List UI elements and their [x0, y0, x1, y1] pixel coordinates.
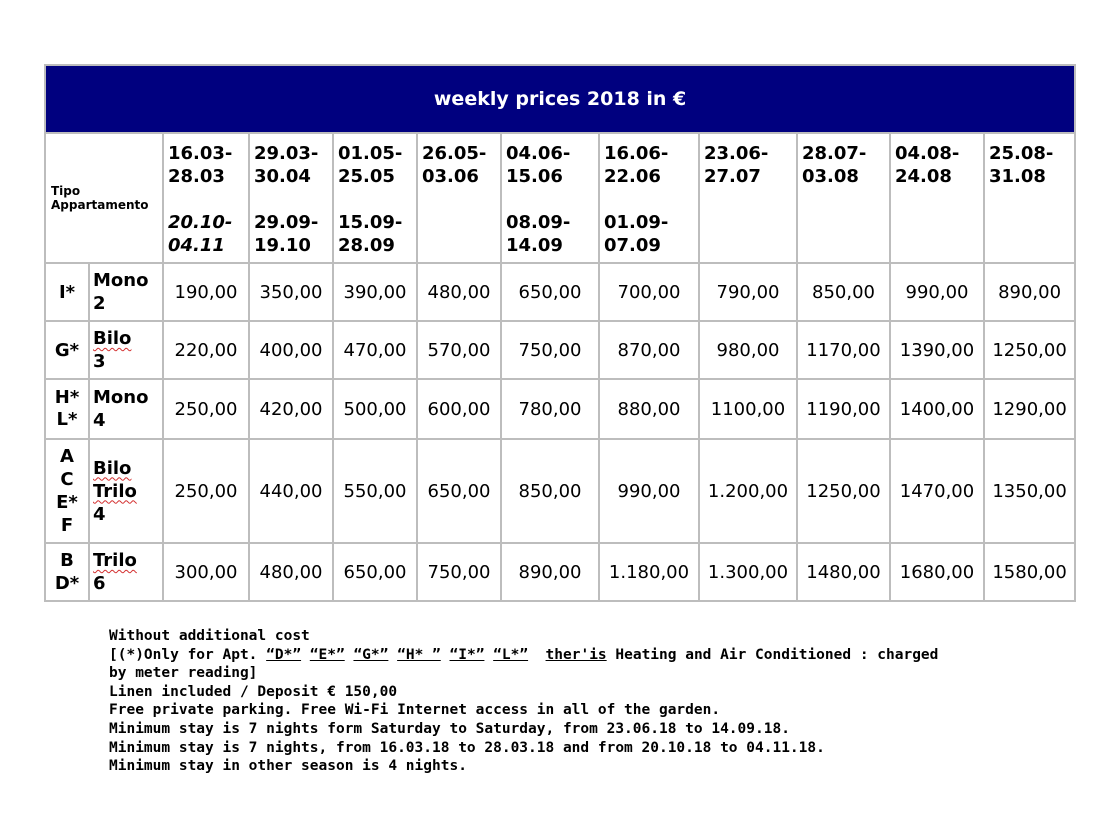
price-cell: 980,00 [699, 321, 797, 379]
persons: 4 [93, 503, 106, 525]
price-cell: 1.300,00 [699, 543, 797, 601]
table-row [45, 439, 1075, 543]
note-line: by meter reading] [109, 665, 258, 682]
price-cell: 1100,00 [699, 379, 797, 439]
persons: 3 [93, 351, 106, 372]
period-header-row [45, 133, 1075, 263]
price-cell: 1480,00 [797, 543, 890, 601]
period-alt: 20.10- 04.11 [168, 212, 233, 256]
period-alt: 08.09- 14.09 [506, 212, 571, 256]
price-cell: 880,00 [599, 379, 699, 439]
price-cell: 790,00 [699, 263, 797, 321]
price-cell: 1580,00 [984, 543, 1075, 601]
period-main: 29.03- 30.04 [254, 143, 319, 187]
period-main: 04.06- 15.06 [506, 143, 571, 187]
type-word: Mono [93, 270, 149, 291]
price-cell: 780,00 [501, 379, 599, 439]
price-cell: 1250,00 [797, 439, 890, 543]
note-line: Without additional cost [109, 628, 310, 644]
price-cell: 650,00 [501, 263, 599, 321]
period-alt: 29.09- 19.10 [254, 212, 319, 256]
price-cell: 1170,00 [797, 321, 890, 379]
apartment-type [89, 379, 163, 439]
note-line: Minimum stay in other season is 4 nights. [109, 758, 467, 775]
price-cell: 1290,00 [984, 379, 1075, 439]
period-main: 04.08- 24.08 [895, 143, 960, 187]
price-cell: 650,00 [333, 543, 417, 601]
price-cell: 250,00 [163, 379, 249, 439]
price-cell: 850,00 [797, 263, 890, 321]
price-cell: 1250,00 [984, 321, 1075, 379]
price-cell: 480,00 [417, 263, 501, 321]
price-cell: 890,00 [984, 263, 1075, 321]
note-line: Linen included / Deposit € 150,00 [109, 683, 398, 700]
apartment-codes [45, 379, 89, 439]
price-cell: 650,00 [417, 439, 501, 543]
price-cell: 350,00 [249, 263, 333, 321]
apartment-codes [45, 543, 89, 601]
apt-h-ref: “H* ” [397, 646, 441, 663]
note-text: Heating and Air Conditioned : charged [606, 646, 939, 663]
period-alt: 01.09- 07.09 [604, 212, 669, 256]
period-header [501, 133, 599, 263]
period-main: 26.05- 03.06 [422, 143, 487, 187]
period-header [249, 133, 333, 263]
price-cell: 850,00 [501, 439, 599, 543]
note-line: Minimum stay is 7 nights, from 16.03.18 to 28.03.18 and from 20.10.18 to 04.11.18. [109, 739, 825, 756]
price-cell: 470,00 [333, 321, 417, 379]
price-cell: 390,00 [333, 263, 417, 321]
apartment-codes-text: B D* [54, 550, 80, 594]
note-line: Free private parking. Free Wi-Fi Internet access in all of the garden. [109, 702, 721, 719]
tipo-appartamento-header: Tipo Appartamento [45, 133, 163, 263]
price-cell: 1470,00 [890, 439, 984, 543]
price-cell: 300,00 [163, 543, 249, 601]
price-cell: 480,00 [249, 543, 333, 601]
price-cell: 1390,00 [890, 321, 984, 379]
type-word: Bilo [93, 457, 132, 479]
type-word: Trilo [93, 550, 137, 571]
period-main: 16.03- 28.03 [168, 143, 233, 187]
note-line-apartments [109, 646, 949, 665]
apt-l-ref: “L*” [493, 646, 529, 663]
note-theris: ther'is [545, 646, 607, 663]
price-table [44, 64, 1076, 602]
period-main: 01.05- 25.05 [338, 143, 403, 187]
table-row [45, 263, 1075, 321]
apartment-codes [45, 439, 89, 543]
period-header [984, 133, 1075, 263]
price-cell: 870,00 [599, 321, 699, 379]
apartment-type [89, 321, 163, 379]
apt-e-ref: “E*” [309, 646, 345, 663]
table-row [45, 543, 1075, 601]
price-cell: 420,00 [249, 379, 333, 439]
table-row [45, 379, 1075, 439]
apartment-codes: I* [45, 263, 89, 321]
price-cell: 600,00 [417, 379, 501, 439]
price-cell: 500,00 [333, 379, 417, 439]
price-cell: 1190,00 [797, 379, 890, 439]
price-cell: 1350,00 [984, 439, 1075, 543]
price-cell: 190,00 [163, 263, 249, 321]
price-cell: 1.180,00 [599, 543, 699, 601]
price-cell: 990,00 [890, 263, 984, 321]
period-header [890, 133, 984, 263]
price-cell: 400,00 [249, 321, 333, 379]
table-title: weekly prices 2018 in € [45, 65, 1075, 133]
period-alt: 15.09- 28.09 [338, 212, 403, 256]
type-word: Bilo [93, 328, 132, 349]
price-cell: 220,00 [163, 321, 249, 379]
persons: 2 [93, 293, 106, 314]
price-cell: 570,00 [417, 321, 501, 379]
price-cell: 750,00 [417, 543, 501, 601]
period-main: 25.08- 31.08 [989, 143, 1054, 187]
period-header [797, 133, 890, 263]
persons: 4 [93, 410, 106, 431]
type-word-2: Trilo [93, 480, 137, 502]
apartment-codes-text: A C E* F [56, 446, 78, 536]
price-cell: 890,00 [501, 543, 599, 601]
price-cell: 1.200,00 [699, 439, 797, 543]
period-main: 23.06- 27.07 [704, 143, 769, 187]
price-cell: 440,00 [249, 439, 333, 543]
note-text: [(*)Only for Apt. [109, 646, 267, 663]
period-main: 16.06- 22.06 [604, 143, 669, 187]
apt-i-ref: “I*” [449, 646, 485, 663]
table-row [45, 321, 1075, 379]
apt-g-ref: “G*” [353, 646, 389, 663]
period-header [417, 133, 501, 263]
price-cell: 250,00 [163, 439, 249, 543]
apartment-type [89, 543, 163, 601]
apt-d-ref: “D*” [266, 646, 302, 663]
period-main: 28.07- 03.08 [802, 143, 867, 187]
apartment-type [89, 263, 163, 321]
period-header [699, 133, 797, 263]
apartment-codes-text: H* L* [54, 387, 80, 430]
period-header [333, 133, 417, 263]
note-line: Minimum stay is 7 nights form Saturday to Saturday, from 23.06.18 to 14.09.18. [109, 720, 790, 737]
period-header [599, 133, 699, 263]
price-cell: 1680,00 [890, 543, 984, 601]
notes-block [109, 627, 949, 776]
price-cell: 1400,00 [890, 379, 984, 439]
price-cell: 750,00 [501, 321, 599, 379]
apartment-type [89, 439, 163, 543]
price-cell: 550,00 [333, 439, 417, 543]
type-word: Mono [93, 387, 149, 408]
period-header [163, 133, 249, 263]
persons: 6 [93, 573, 106, 594]
apartment-codes: G* [45, 321, 89, 379]
price-cell: 700,00 [599, 263, 699, 321]
price-cell: 990,00 [599, 439, 699, 543]
